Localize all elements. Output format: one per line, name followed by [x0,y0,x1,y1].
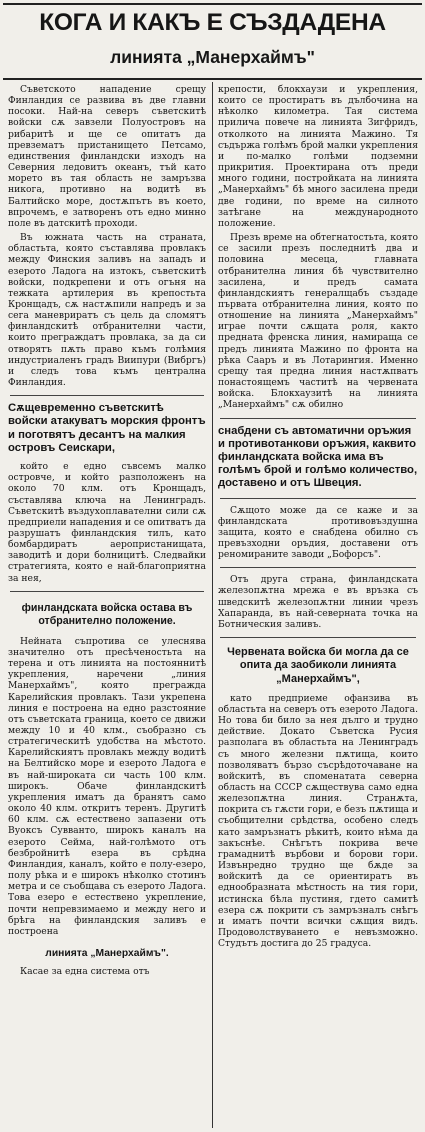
article-subheadline: линията „Манерхаймъ" [110,47,315,67]
section-divider [220,567,416,568]
paragraph: като предприеме офанзива въ областьта на северъ отъ езерото Ладога. Но това би било за нея дълго и трудно действие. Докато Съветска Русия разполага въ областьта на Ленинградъ съ много железни пѫтища, които позволяватъ бързо съсрѣдоточаване на войскитѣ, въ споменатата северна область на СССР сѫществува само една железопѫтна линия. Странѫта, покрита съ гѫсти гори, е безъ пѫтища и съобщителни срѣдства, особено следъ като замръзнатъ рѣкитѣ, които нѣма да закъснѣе. Снѣгътъ покрива вече грамаднитѣ върбови и борови гори. Извънредно трудно ще бѫде за войскитѣ да се ориентиратъ въ еднообразната мѣстность на тия гори, истинска бѣла пустиня, гдето самитѣ езера сѫ покрити съ замръзналъ снѣгъ и иматъ почти всички сѫщия видъ. Продоволствуването е невъзможно. Студътъ достига до 25 градуса. [218,692,418,950]
section-divider [220,418,416,419]
paragraph: Презъ време на обтегнатостьта, която се засили презъ последнитѣ два и половина месеца, главната отбранителна линия бѣ чувствително засилена, и предъ самата финландскиятъ генералщабъ създаде първата отбранителна линия, която по отношение на линията „Манерхаймъ" играе почти сѫщата роля, както предната френска линия, намираща се предъ линията Мажино по фронта на рѣка Сааръ и въ Лотарингия. Именно срещу тая предна линия настѫпватъ понастоящемъ частитѣ на червената войска. Блокхаузитѣ на линията „Манерхаймъ" сѫ обилно [218,232,418,411]
paragraph: Касае за една система отъ [20,965,150,977]
headline-rule [3,78,422,80]
section-subheading: финландската войска остава въ отбранително положение. [21,601,193,627]
article-headline: КОГА И КАКЪ Е СЪЗДАДЕНА [39,9,386,36]
paragraph: който е едно съвсемъ малко островче, и който разположенъ на около 70 клм. отъ Кронщадъ, съставлява ключа на Ленинградъ. Съветскитѣ въздухоплавателни сили сѫ предприели нападения и се опитватъ да разрушатъ финландския тилъ, като бомбардиратъ аеропристанищата, заводитѣ и дори болницитѣ. Следвайки стратегията, която е най-благоприятна за нея, [8,461,206,584]
bold-lead: снабдени съ автоматични оръжия и противотанкови оръжия, каквито финландската войска има въ голѣмъ брой и голѣмо количество, доставено и отъ Швеция. [218,424,418,490]
paragraph: Отъ друга страна, финландската железопѫтна мрежа е въ връзка съ шведскитѣ железопѫтни линии чрезъ Хапаранда, въ най-северната точка на Ботническия заливъ. [218,574,418,630]
section-divider [10,591,204,592]
paragraph: Нейната съпротива се улеснява значително отъ пресѣченостьта на терена и отъ линията на постояннитѣ укрепления, наречени „линия Манерхаймъ", която преграждa Карелийския провлакъ. Тази укрепена линия е построена на едно разстояние отъ съветската граница, което се движи между 10 и 40 клм., съобразно съ стратегическитѣ удобства на мѣстото. Карелийскиятъ провлакъ между водитѣ на Белтийско море и езерото Ладога е въ най-широката си часть 100 клм. широкъ. Обаче финландскитѣ укрепления иматъ да бранятъ само около 40 клм. откритъ теренъ. Другитѣ 60 клм. сѫ естествено запазени отъ Вуоксъ Сувванто, широкъ каналъ на езерото Сейма, най-голѣмото отъ безбройнитѣ езера въ срѣдна Финландия, каналъ, който е полу-езеро, полу рѣка и е широкъ нѣколко стотинъ метра и се съобщава съ езерото Ладога. Това езеро е естествено укрепление, почти непревзимаемо и между него и брѣга на финландския заливъ е построена [8,635,206,937]
section-divider [220,498,416,499]
column-divider [212,82,213,1128]
paragraph: крепости, блокхаузи и укрепления, които се простиратъ въ дълбочина на нѣколко километра. Тая система прилича повече на линията Зигфридъ, отколкото на линията Мажино. Тя съдържа голѣмъ брой малки укрепления и по-малко голѣми подземни прикрития. Проектирана отъ преди много години, постройката на линията „Манерхаймъ" бѣ много засилена преди две години, по време на силното затѣгане на международното положение. [218,84,418,229]
section-divider [220,637,416,638]
left-column [8,84,206,1130]
section-divider [10,395,204,396]
section-subheading: линията „Манерхаймъ". [45,947,169,959]
paragraph: Въ южната часть на страната, областьта, която съставлява провлакъ между Финския заливъ на западъ и езерото Ладога на изтокъ, съветскитѣ войски, подкрепени и отъ огъня на тежката артилерия въ крепостьта Кронщадъ, сѫ настѫпили напредъ и за сега маневриратъ съ цель да сломятъ финландскитѣ отбранителни части, които преграждатъ провлака, за да си отворятъ пѫть право къмъ голѣмия индустриаленъ градъ Виипури (Вибргъ) и следъ това къмъ централна Финландия. [8,232,206,389]
paragraph: Съветското нападение срещу Финландия се развива въ две главни посоки. Най-на северъ съветскитѣ войски сѫ завзели Полуостровъ на рибаритѣ и ще се опитатъ да превзематъ пристанището Петсамо, единствения финландски изходъ на Северния ледовитъ океанъ, тъй като морето въ тая область не замръзва никога, противно на водитѣ въ Балтийско море, достѫпътъ въ което, впрочемъ, е затворенъ отъ едно минно поле въ датскитѣ проходи. [8,84,206,229]
right-column [218,84,418,1130]
section-subheading: Червената войска би могла да се опита да заобиколи линията „Манерхаймъ", [227,646,409,685]
bold-lead: Сѫщевременно съветскитѣ войски атакуватъ морския фронтъ и поготвятъ десантъ на малкия островъ Сеискари, [8,402,206,454]
paragraph: Сѫщото може да се каже и за финландската противовъздушна защита, която е снабдена обилно съ превъзходни оръдия, доставени отъ реномираните заводи „Бофорсъ". [218,504,418,561]
